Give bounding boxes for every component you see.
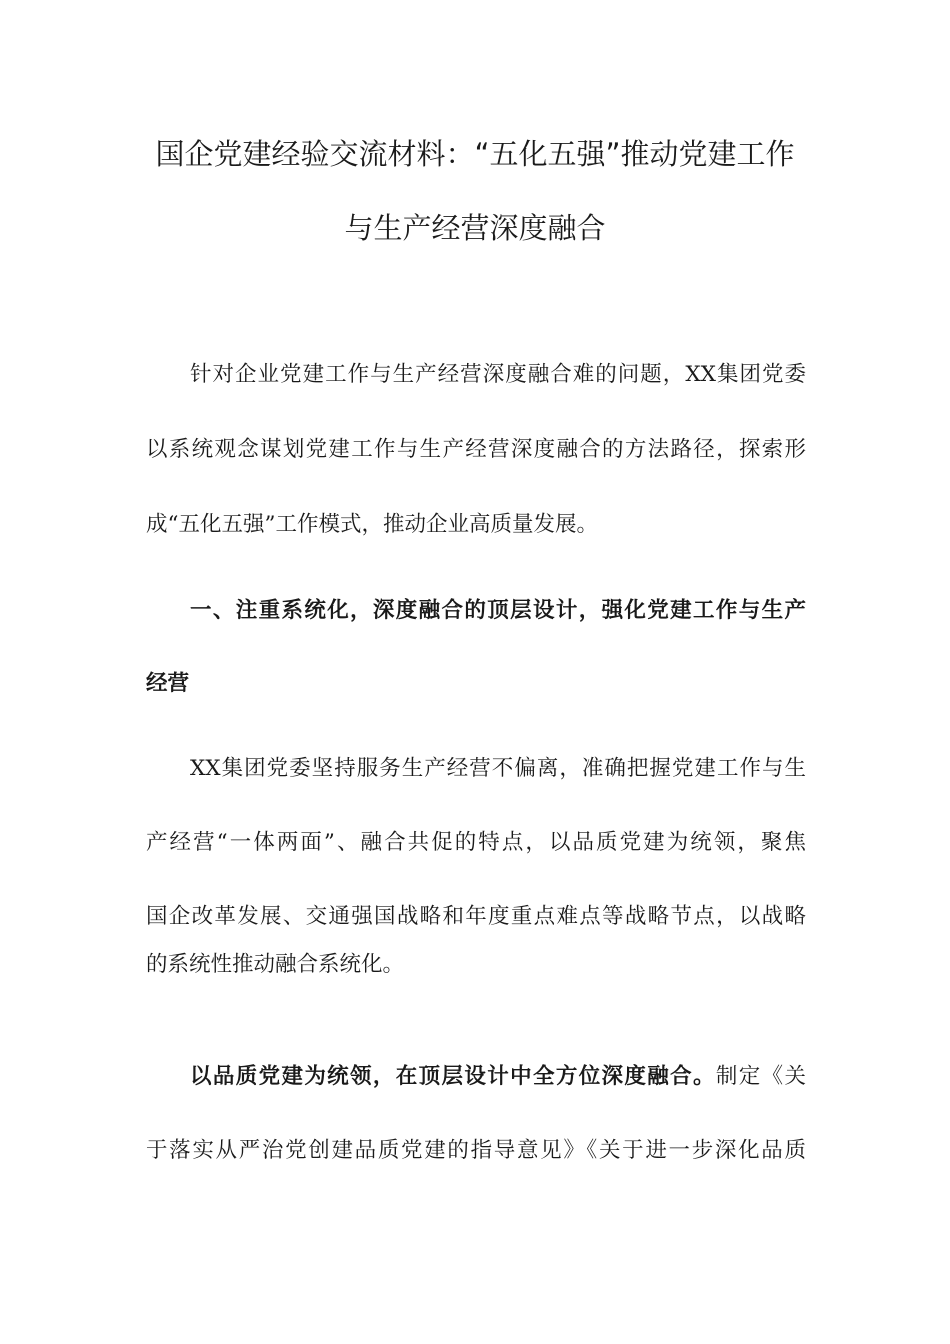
- section-body-line: 的系统性推动融合系统化。: [146, 952, 405, 977]
- intro-paragraph-line: 针对企业党建工作与生产经营深度融合难的问题，XX集团党委: [190, 362, 806, 387]
- subsection-paragraph-line: 于落实从严治党创建品质党建的指导意见》《关于进一步深化品质: [146, 1138, 806, 1163]
- section-heading-line: 一、注重系统化，深度融合的顶层设计，强化党建工作与生产: [190, 598, 806, 623]
- document-title-line-1: 国企党建经验交流材料：“五化五强”推动党建工作: [155, 137, 795, 171]
- subsection-paragraph-line: [190, 1062, 806, 1092]
- section-body-line: 国企改革发展、交通强国战略和年度重点难点等战略节点，以战略: [146, 904, 806, 929]
- subsection-text: 制定《关: [715, 1064, 806, 1089]
- intro-paragraph-line: 成“五化五强”工作模式，推动企业高质量发展。: [146, 512, 598, 537]
- document-title-line-2: 与生产经营深度融合: [344, 211, 606, 245]
- section-heading-line: 经营: [146, 671, 190, 696]
- intro-paragraph-line: 以系统观念谋划党建工作与生产经营深度融合的方法路径，探索形: [146, 437, 806, 462]
- section-body-line: XX集团党委坚持服务生产经营不偏离，准确把握党建工作与生: [190, 756, 806, 781]
- section-body-line: 产经营“一体两面”、融合共促的特点，以品质党建为统领，聚焦: [146, 830, 806, 855]
- subsection-bold-lead: 以品质党建为统领，在顶层设计中全方位深度融合。: [190, 1064, 716, 1089]
